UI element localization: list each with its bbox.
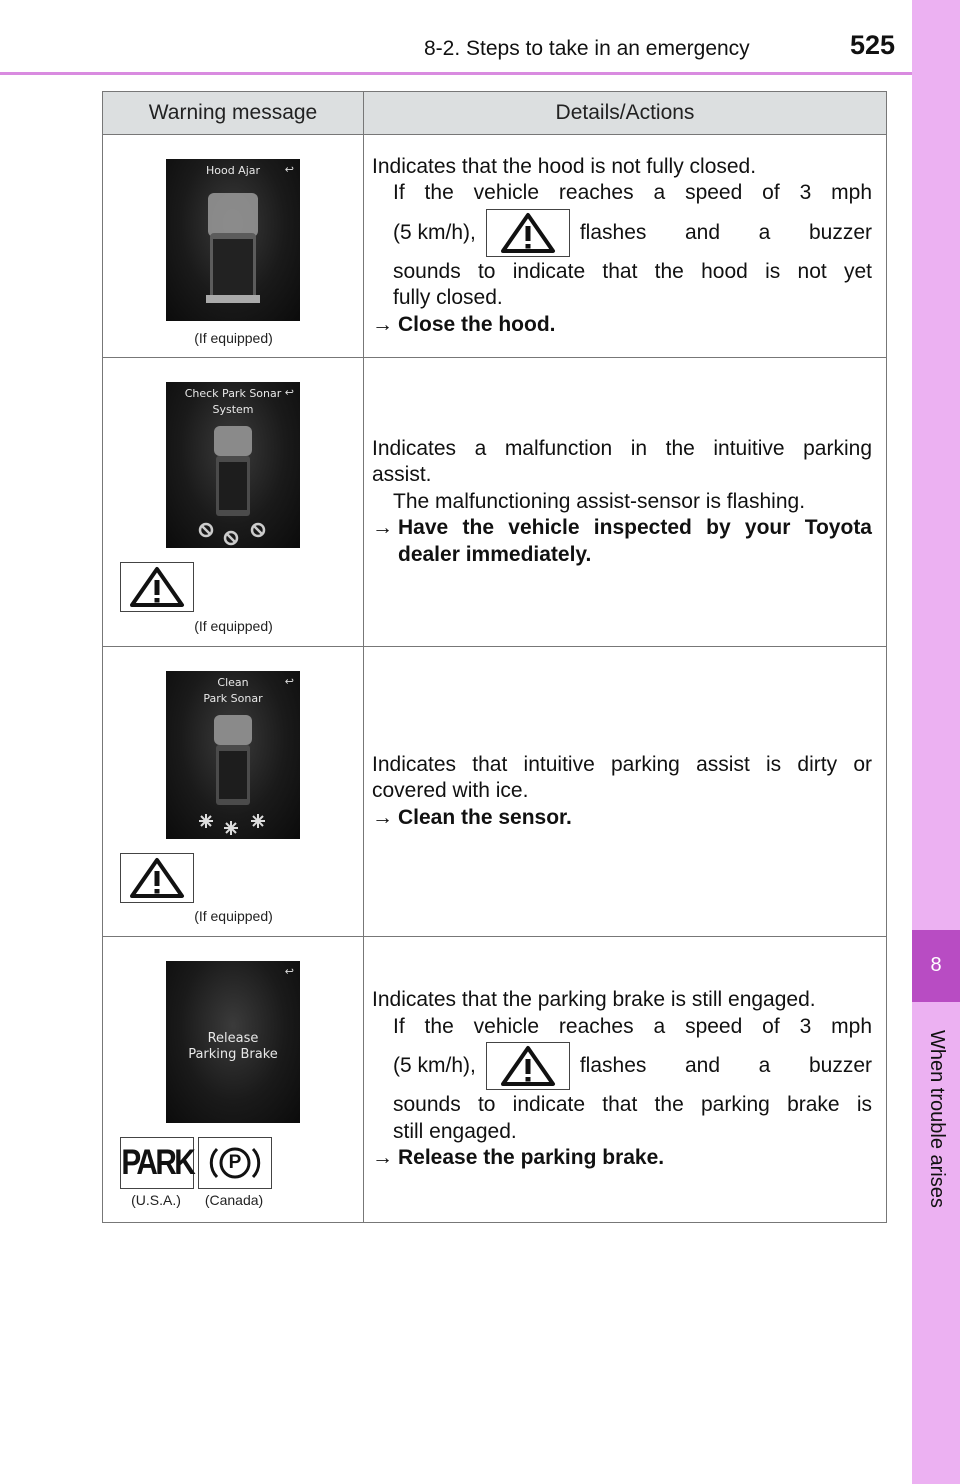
details-cell [364, 135, 887, 358]
warning-triangle-icon [500, 212, 556, 254]
detail-text: fully closed. [393, 286, 503, 310]
screen-title: System [212, 403, 254, 416]
action-text: Clean the sensor. [398, 805, 572, 829]
if-equipped-note: (If equipped) [194, 330, 273, 346]
warning-cell [103, 358, 364, 647]
truck-sensor-ice-icon [166, 671, 300, 839]
chapter-number: 8 [930, 954, 942, 976]
if-equipped-note: (If equipped) [194, 908, 273, 924]
detail-text: Indicates that the hood is not fully closed. [372, 154, 757, 178]
screen-title: Parking Brake [188, 1047, 278, 1062]
warning-triangle-icon [500, 1045, 556, 1087]
detail-text: assist. [372, 463, 432, 487]
detail-text: covered with ice. [372, 779, 529, 803]
section-title: 8-2. Steps to take in an emergency [424, 37, 750, 60]
chapter-sidebar [912, 0, 960, 1484]
details-cell [364, 647, 887, 937]
parking-brake-indicator-canada [198, 1137, 272, 1189]
screen-title: Check Park Sonar [184, 387, 282, 400]
details-cell [364, 937, 887, 1223]
table-row [103, 937, 887, 1223]
usa-note: (U.S.A.) [131, 1192, 181, 1208]
detail-text: If the vehicle reaches a speed of 3 mph [393, 1014, 872, 1038]
detail-text: Indicates that the parking brake is still engaged. [372, 988, 816, 1012]
detail-text: Indicates a malfunction in the intuitive parking [372, 436, 872, 460]
detail-text: flashes and a buzzer [579, 1054, 872, 1077]
return-icon: ↩ [284, 386, 294, 399]
master-warning-indicator [120, 853, 194, 903]
release-parking-brake-screen [166, 961, 300, 1123]
page-number: 525 [850, 30, 896, 60]
arrow-icon: → [372, 312, 393, 336]
if-equipped-note: (If equipped) [194, 618, 273, 634]
parking-brake-letter: P [228, 1152, 242, 1173]
detail-text: still engaged. [393, 1119, 517, 1143]
check-park-sonar-screen [166, 382, 300, 548]
park-text-icon: PARK [121, 1143, 193, 1182]
detail-text: Indicates that intuitive parking assist is dirty or [372, 752, 872, 776]
truck-hood-open-icon [166, 159, 300, 321]
screen-title: Park Sonar [203, 692, 263, 705]
header-rule [0, 72, 912, 75]
detail-text: flashes and a buzzer [579, 220, 872, 244]
hood-ajar-screen [166, 159, 300, 321]
action-text: Release the parking brake. [398, 1146, 665, 1170]
return-icon: ↩ [284, 965, 294, 978]
action-line [372, 1145, 872, 1172]
arrow-icon: → [372, 805, 393, 829]
detail-text: (5 km/h), [393, 1054, 476, 1077]
action-line [372, 312, 872, 339]
table-row [103, 358, 887, 647]
col-details-header: Details/Actions [364, 92, 887, 135]
detail-text: If the vehicle reaches a speed of 3 mph [393, 181, 872, 205]
master-warning-indicator [120, 562, 194, 612]
arrow-icon: → [372, 1146, 393, 1170]
screen-title: Hood Ajar [205, 164, 261, 177]
park-indicator-usa [120, 1137, 194, 1189]
warning-triangle-icon [129, 857, 185, 899]
action-text: Have the vehicle inspected by your Toyota [398, 516, 872, 540]
screen-title: Clean [217, 676, 249, 689]
master-warning-indicator [486, 1042, 570, 1090]
action-line [372, 515, 872, 568]
return-icon: ↩ [284, 163, 294, 176]
detail-text: sounds to indicate that the parking brake is [393, 1093, 872, 1117]
table-row [103, 135, 887, 358]
truck-sonar-icon [166, 382, 300, 548]
table-header-row [103, 92, 887, 135]
master-warning-indicator [486, 209, 570, 257]
detail-text: (5 km/h), [393, 220, 476, 244]
warning-cell [103, 647, 364, 937]
table-row [103, 647, 887, 937]
details-cell [364, 358, 887, 647]
warning-cell [103, 937, 364, 1223]
chapter-tab[interactable] [912, 930, 960, 1002]
action-text: Close the hood. [398, 312, 556, 336]
screen-title: Release [207, 1031, 259, 1046]
detail-text-line [372, 1040, 872, 1092]
action-text: dealer immediately. [398, 542, 592, 566]
warning-triangle-icon [129, 566, 185, 608]
return-icon: ↩ [284, 675, 294, 688]
canada-note: (Canada) [204, 1192, 264, 1208]
chapter-title: When trouble arises [926, 1030, 948, 1208]
warning-cell [103, 135, 364, 358]
detail-text: sounds to indicate that the hood is not yet [393, 259, 872, 283]
detail-text: The malfunctioning assist-sensor is flashing. [393, 489, 806, 513]
action-line [372, 805, 872, 832]
arrow-icon: → [372, 516, 393, 540]
clean-park-sonar-screen [166, 671, 300, 839]
warning-table [102, 91, 887, 1223]
col-warning-header: Warning message [103, 92, 364, 135]
detail-text-line [372, 207, 872, 259]
